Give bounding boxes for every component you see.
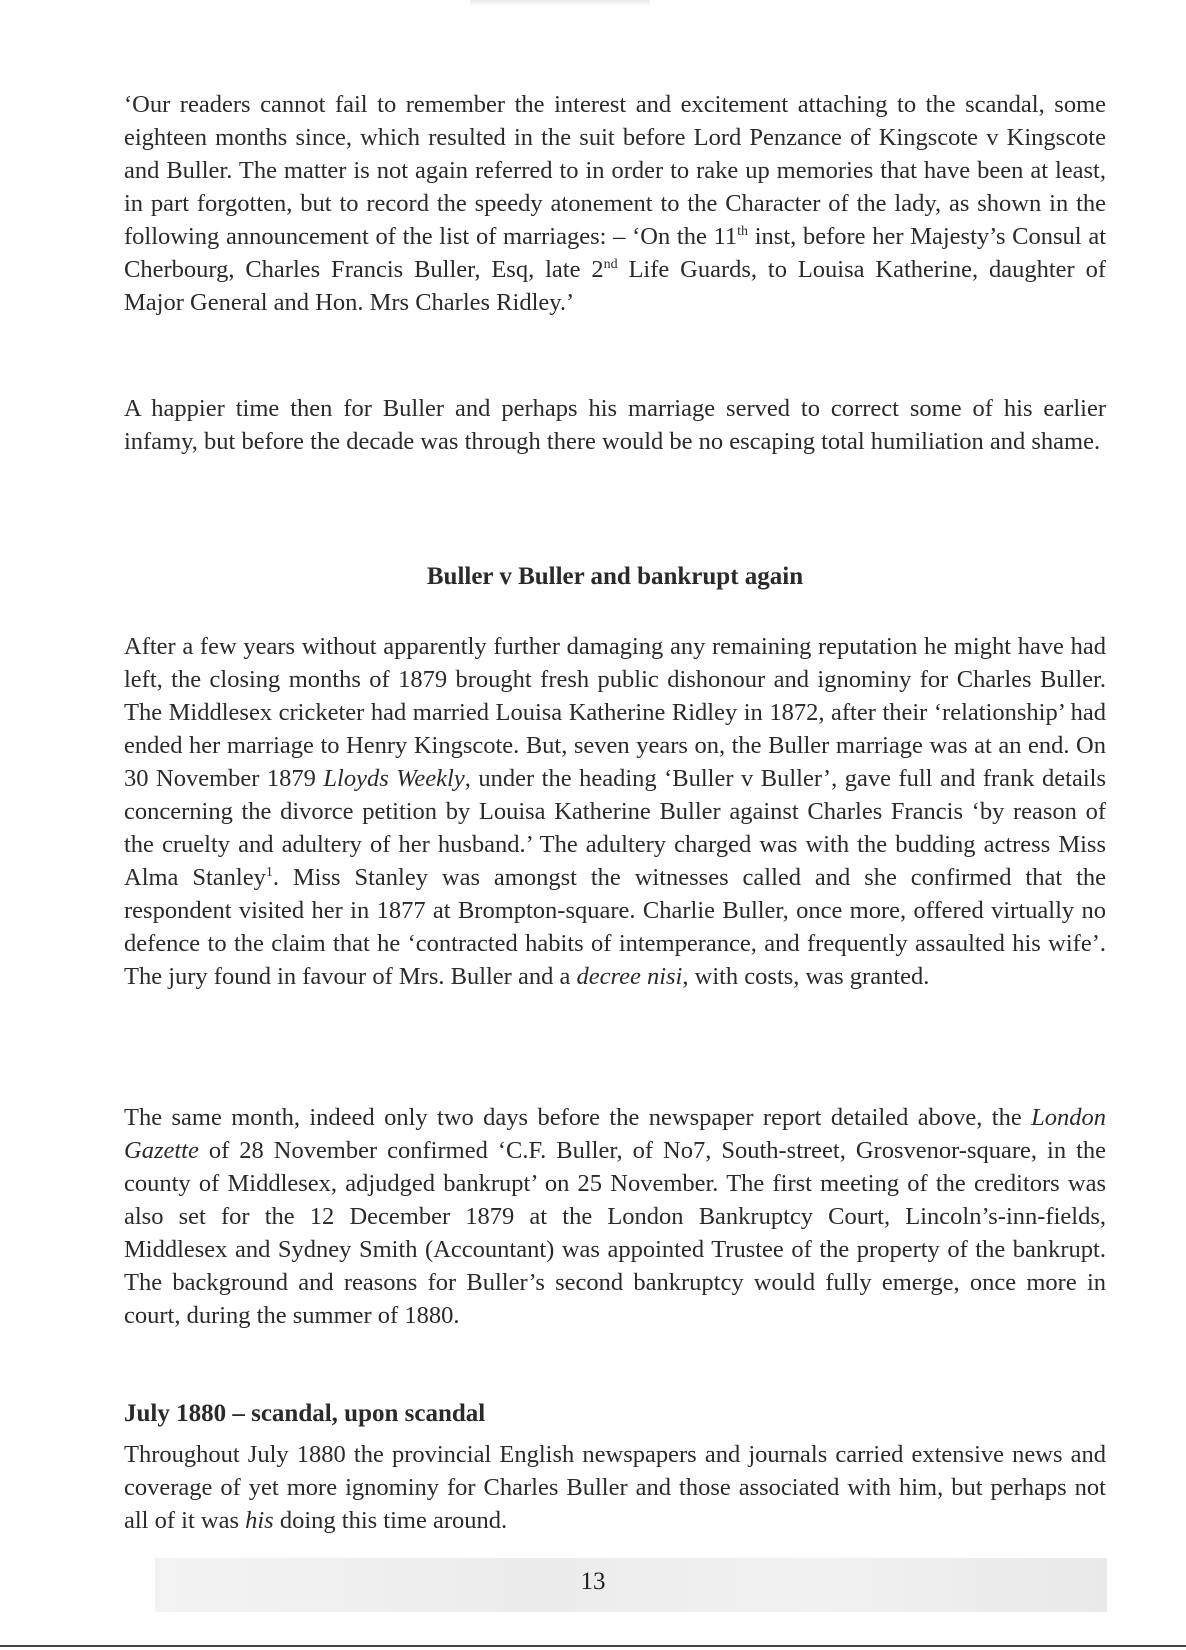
footnote-marker: 1 [265, 865, 273, 880]
text-run: Life Guards, to Louisa Katherine, daughter of Major General and Hon. Mrs Charles Ridley.’ [124, 256, 1106, 316]
section-heading-buller-v-buller: Buller v Buller and bankrupt again [426, 563, 804, 590]
italic-text: London Gazette [124, 1104, 1106, 1164]
paragraph-july-1880 [124, 1438, 1106, 1537]
paragraph-divorce [124, 630, 1106, 993]
italic-text: decree nisi [576, 963, 683, 990]
section-heading-july-1880: July 1880 – scandal, upon scandal [124, 1400, 486, 1427]
paragraph-happier-time: A happier time then for Buller and perhaps his marriage served to correct some of his earlier infamy, but before the decade was through there would be no escaping total humiliation and shame. [124, 395, 1106, 455]
text-run: The same month, indeed only two days before the newspaper report detailed above, the [124, 1104, 1032, 1131]
text-run: ‘Our readers cannot fail to remember the interest and excitement attaching to the scandal, some eighteen months since, which resulted in the suit before Lord Penzance of Kingscote v Kingscote and Buller. The matter is not again referred to in order to rake up memories that have been at least, in part forgotten, but to record the speedy atonement to the Character of the lady, as shown in the following announcement of the list of marriages: – ‘On the 11 [124, 91, 1106, 250]
paragraph-bankruptcy [124, 1101, 1106, 1332]
bottom-rule [0, 1645, 1186, 1647]
text-run: , under the heading ‘Buller v Buller’, gave full and frank details concerning the divorce petition by Louisa Katherine Buller against Charles Francis ‘by reason of the cruelty and adultery of her husband.’ The adultery charged was with the budding actress Miss Alma Stanley [124, 765, 1106, 891]
paragraph-marriage-announcement [124, 88, 1106, 319]
italic-text: Lloyds Weekly [323, 765, 465, 792]
text-run: of 28 November confirmed ‘C.F. Buller, of No7, South-street, Grosvenor-square, in the county of Middlesex, adjudged bankrupt’ on 25 November. The first meeting of the creditors was also set for the 12 December 1879 at the London Bankruptcy Court, Lincoln’s-inn-fields, Middlesex and Sydney Smith (Accountant) was appointed Trustee of the property of the bankrupt. The background and reasons for Buller’s second bankruptcy would fully emerge, once more in court, during the summer of 1880. [124, 1137, 1106, 1329]
text-run: Throughout July 1880 the provincial English newspapers and journals carried extensive news and coverage of yet more ignominy for Charles Buller and those associated with him, but perhaps not all of it was [124, 1441, 1106, 1534]
text-run: doing this time around. [273, 1507, 508, 1534]
text-run: . Miss Stanley was amongst the witnesses called and she confirmed that the respondent visited her in 1877 at Brompton-square. Charlie Buller, once more, offered virtually no defence to the claim that he ‘contracted habits of intemperance, and frequently assaulted his wife’. The jury found in favour of Mrs. Buller and a [124, 864, 1106, 990]
superscript: th [737, 224, 749, 239]
text-run: After a few years without apparently further damaging any remaining reputation he might have had left, the closing months of 1879 brought fresh public dishonour and ignominy for Charles Buller. The Middlesex cricketer had married Louisa Katherine Ridley in 1872, after their ‘relationship’ had ended her marriage to Henry Kingscote. But, seven years on, the Buller marriage was at an end. On 30 November 1879 [124, 633, 1106, 792]
page-number: 13 [580, 1568, 606, 1595]
text-run: , with costs, was granted. [682, 963, 930, 990]
italic-text: his [245, 1507, 274, 1534]
scan-shadow [470, 0, 650, 6]
text-run: inst, before her Majesty’s Consul at Cherbourg, Charles Francis Buller, Esq, late 2 [124, 223, 1107, 283]
superscript: nd [603, 257, 618, 272]
